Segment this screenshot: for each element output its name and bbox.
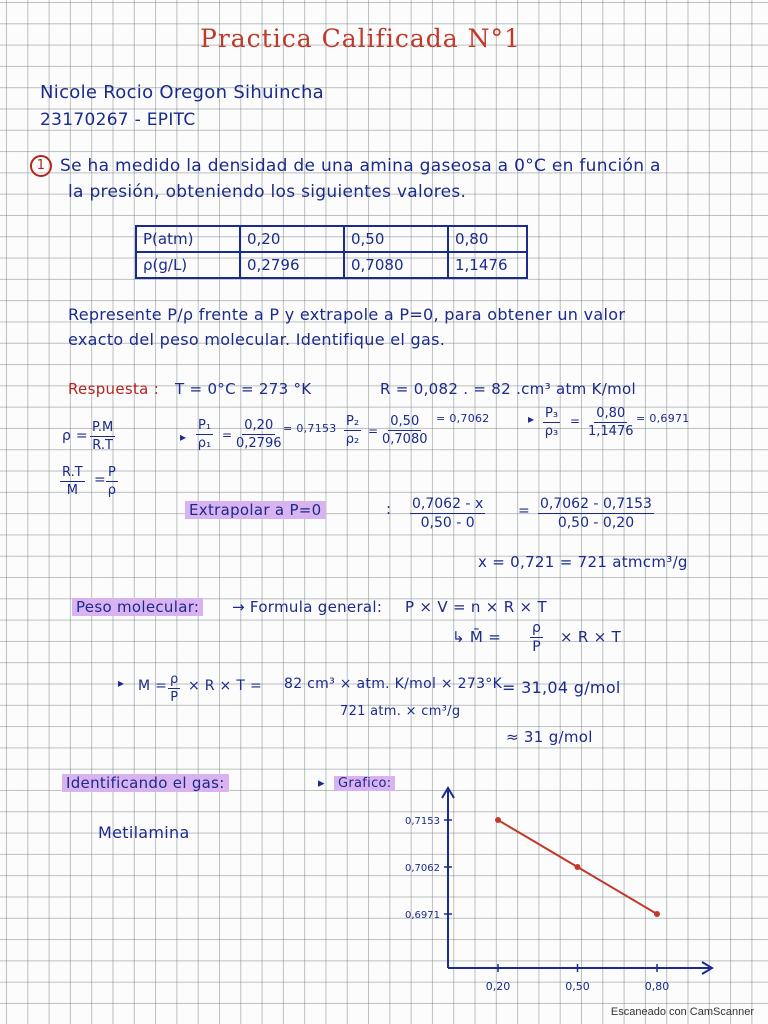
question-line-2: la presión, obteniendo los siguientes valores. [68, 182, 467, 202]
ratio-3-result: = 0,6971 [636, 412, 690, 425]
derived-rhs: × R × T [560, 628, 622, 646]
numerator: R.T [62, 465, 83, 480]
numerator: P₂ [346, 414, 360, 429]
denominator: ρ [107, 483, 117, 498]
rt-equals: = [94, 472, 107, 488]
table-row [136, 226, 527, 252]
ratio-2-result: = 0,7062 [436, 412, 490, 425]
data-table [135, 225, 528, 279]
extrapolate-result: x = 0,721 = 721 atmcm³/g [478, 553, 688, 571]
x-tick-label: 0,80 [644, 980, 670, 993]
instruction-line-2: exacto del peso molecular. Identifique el gas. [68, 330, 446, 349]
chart [360, 780, 730, 1000]
ratio-2-values [382, 414, 428, 447]
ratio-1-values [236, 418, 282, 451]
rho-lhs: ρ = [62, 428, 88, 444]
student-name: Nicole Rocio Oregon Sihuincha [40, 82, 325, 103]
ratio-1-result: = 0,7153 [283, 422, 337, 435]
table-row [136, 252, 527, 278]
temperature: T = 0°C = 273 °K [175, 380, 312, 398]
answer-label: Respuesta : [68, 380, 160, 398]
denominator: P [170, 690, 179, 705]
numerator: P₁ [198, 418, 212, 433]
data-point [495, 817, 501, 823]
calc-mid: × R × T = [188, 678, 262, 694]
table-cell: 0,20 [240, 226, 344, 252]
extrapolate-equals: = [518, 503, 531, 519]
graph-label: Grafico: [334, 776, 395, 791]
numerator: P [108, 465, 116, 480]
question-text-1: Se ha medido la densidad de una amina gaseosa a 0°C en función a [60, 156, 661, 176]
ratio-3-symbol [543, 406, 560, 439]
formula-general-label: → Formula general: [232, 598, 383, 616]
ratio-1-equals: = [222, 428, 233, 442]
denominator: 0,7080 [382, 432, 428, 447]
denominator: 0,50 - 0,20 [557, 515, 635, 531]
extrapolate-colon: : [386, 500, 392, 518]
calc-result: = 31,04 g/mol [502, 678, 621, 697]
extrapolate-rhs [538, 496, 654, 531]
data-point [654, 911, 660, 917]
rt-fraction [60, 465, 85, 498]
gas-constant: R = 0,082 . = 82 .cm³ atm K/mol [380, 380, 636, 398]
calc-top: 82 cm³ × atm. K/mol × 273°K [284, 676, 503, 692]
table-cell: 0,80 [448, 226, 527, 252]
numerator: 0,80 [596, 406, 626, 421]
denominator: 1,1476 [588, 424, 634, 439]
ratio-3-equals: = [570, 414, 581, 428]
denominator: ρ₂ [345, 432, 360, 447]
ratio-2-symbol [344, 414, 361, 447]
y-tick-label: 0,7153 [405, 816, 440, 827]
derived-fraction [530, 620, 543, 655]
molecular-label: Peso molecular: [72, 598, 203, 616]
ratio-3-values [588, 406, 634, 439]
numerator: ρ [170, 672, 179, 687]
student-code: 23170267 - EPITC [40, 110, 196, 130]
denominator: ρ₃ [544, 424, 559, 439]
page-title: Practica Calificada N°1 [200, 24, 521, 53]
calc-lhs: M = [138, 678, 168, 694]
y-tick-label: 0,6971 [405, 910, 440, 921]
denominator: R.T [92, 438, 113, 453]
ratio-2-equals: = [368, 424, 379, 438]
denominator: M [66, 483, 78, 498]
extrapolate-label: Extrapolar a P=0 [185, 501, 326, 519]
approx-result: ≈ 31 g/mol [506, 728, 593, 746]
data-point [575, 864, 581, 870]
table-cell: 0,7080 [344, 252, 448, 278]
identify-answer: Metilamina [98, 823, 190, 842]
calc-bottom: 721 atm. × cm³/g [340, 704, 461, 719]
extrapolate-lhs [410, 496, 485, 531]
table-cell: 0,50 [344, 226, 448, 252]
table-cell: ρ(g/L) [136, 252, 240, 278]
identify-label: Identificando el gas: [62, 774, 229, 792]
bullet-marker: ▸ [180, 430, 187, 444]
denominator: ρ₁ [197, 436, 212, 451]
numerator: P.M [92, 420, 114, 435]
numerator: 0,7062 - x [412, 496, 484, 512]
ratio-1-symbol [196, 418, 213, 451]
numerator: 0,50 [390, 414, 420, 429]
rho-fraction [90, 420, 115, 453]
question-number: 1 [30, 155, 52, 177]
denominator: P [532, 639, 541, 655]
x-tick-label: 0,50 [565, 980, 590, 993]
instruction-line-1: Represente P/ρ frente a P y extrapole a P=0, para obtener un valor [68, 305, 626, 324]
table-cell: 0,2796 [240, 252, 344, 278]
bullet-marker: ▸ [118, 676, 125, 690]
x-tick-label: 0,20 [485, 980, 511, 993]
table-cell: P(atm) [136, 226, 240, 252]
numerator: 0,20 [244, 418, 274, 433]
question-line-1 [30, 155, 661, 177]
y-tick-label: 0,7062 [405, 863, 440, 874]
footer-watermark: Escaneado con CamScanner [610, 1006, 754, 1018]
numerator: 0,7062 - 0,7153 [540, 496, 652, 512]
calc-fraction [168, 672, 180, 705]
p-rho-fraction [106, 465, 118, 498]
numerator: P₃ [545, 406, 559, 421]
denominator: 0,2796 [236, 436, 282, 451]
formula-general: P × V = n × R × T [405, 598, 547, 616]
numerator: ρ [532, 620, 541, 636]
derived-lhs: ↳ M̄ = [452, 628, 502, 646]
table-cell: 1,1476 [448, 252, 527, 278]
bullet-marker: ▸ [528, 412, 535, 426]
denominator: 0,50 - 0 [420, 515, 475, 531]
graph-bullet: ▸ [318, 776, 325, 791]
